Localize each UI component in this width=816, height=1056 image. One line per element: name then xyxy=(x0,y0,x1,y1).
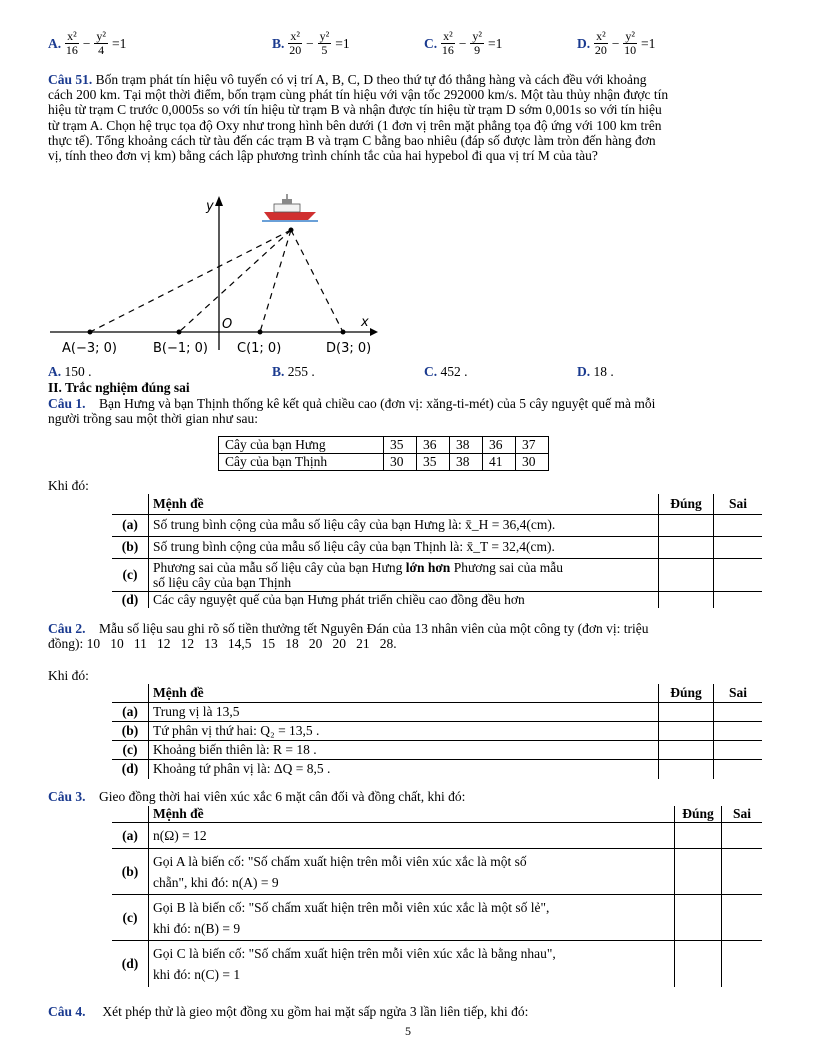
false-cell[interactable] xyxy=(714,558,763,591)
true-cell[interactable] xyxy=(659,536,714,558)
false-cell[interactable] xyxy=(722,895,763,941)
q1-text: Câu 1. Bạn Hưng và bạn Thịnh thống kê kết quả chiều cao (đơn vị: xăng-ti-mét) của 5 cây nguyệt quế mà mỗi người trồng sau một thời gian như sau: xyxy=(48,396,656,427)
q1-statement-table: Mệnh đề Đúng Sai (a) Số trung bình cộng của mẫu số liệu cây của bạn Hưng là: x̄_H = 36,4(cm). (b) Số trung bình cộng của mẫu số liệu cây của bạn Thịnh là: x̄_T = 32,4(cm). (c) Phương sai của mẫu số liệu cây của bạn Hưng lớn hơn Phương sai của mẫu số liệu cây của bạn Thịnh (d) Các cây nguyệt quế của bạn Hưng phát triển chiều cao đồng đều hơn xyxy=(112,494,762,608)
statement-row: (a) Trung vị là 13,5 xyxy=(112,703,762,722)
line-MC xyxy=(260,230,291,332)
false-cell[interactable] xyxy=(714,760,763,779)
statement-row: (b) Số trung bình cộng của mẫu số liệu cây của bạn Thịnh là: x̄_T = 32,4(cm). xyxy=(112,536,762,558)
q51-option-b: B. 255 . xyxy=(272,364,315,379)
table-row: Cây của bạn Hưng 35 36 38 36 37 xyxy=(219,437,549,454)
point-D xyxy=(341,330,346,335)
point-A xyxy=(88,330,93,335)
table-row: Cây của bạn Thịnh 30 35 38 41 30 xyxy=(219,454,549,471)
false-cell[interactable] xyxy=(714,536,763,558)
x-label: x xyxy=(361,315,369,330)
label-A: A(−3; 0) xyxy=(62,341,117,356)
true-cell[interactable] xyxy=(675,823,722,849)
false-cell[interactable] xyxy=(722,849,763,895)
statement-row: (c) Phương sai của mẫu số liệu cây của bạn Hưng lớn hơn Phương sai của mẫu số liệu cây của bạn Thịnh xyxy=(112,558,762,591)
q50-option-c: C. $\frac{\text{x²}}{16}$ − $\frac{\text{y²}}{9}$ =1 xyxy=(424,29,503,57)
statement-row: (d) Khoảng tứ phân vị là: ΔQ = 8,5 . xyxy=(112,760,762,779)
y-axis-arrow xyxy=(215,196,223,206)
label-C: C(1; 0) xyxy=(237,341,282,356)
statement-row: (a) Số trung bình cộng của mẫu số liệu cây của bạn Hưng là: x̄_H = 36,4(cm). xyxy=(112,514,762,536)
page-number: 5 xyxy=(405,1024,411,1038)
false-cell[interactable] xyxy=(714,741,763,760)
dashed-lines xyxy=(90,230,343,332)
q51-figure xyxy=(50,192,390,360)
q51-option-c: C. 452 . xyxy=(424,364,468,379)
label-D: D(3; 0) xyxy=(326,341,372,356)
q2-statement-table: Mệnh đề Đúng Sai (a) Trung vị là 13,5 (b) Tứ phân vị thứ hai: Q₂ = 13,5 . (c) Khoảng biến thiên là: R = 18 . (d) Khoảng tứ phân vị là: ΔQ = 8,5 . xyxy=(112,684,762,779)
q2-text: Câu 2. Mẫu số liệu sau ghi rõ số tiền thưởng tết Nguyên Đán của 13 nhân viên của một công ty (đơn vị: triệu đồng): 10 10 11 12 12 13 14,5 15 18 20 20 21 28. xyxy=(48,621,649,652)
true-cell[interactable] xyxy=(659,760,714,779)
q1-data-table xyxy=(218,436,549,471)
y-label: y xyxy=(206,199,214,214)
statement-row: (c) Gọi B là biến cố: "Số chấm xuất hiện trên mỗi viên xúc xắc là một số lẻ", khi đó: n(B) = 9 xyxy=(112,895,762,941)
point-M xyxy=(289,228,294,233)
false-cell[interactable] xyxy=(722,941,763,987)
false-cell[interactable] xyxy=(714,722,763,741)
q2-khi-do: Khi đó: xyxy=(48,668,89,683)
statement-row: (b) Gọi A là biến cố: "Số chấm xuất hiện trên mỗi viên xúc xắc là một số chẵn", khi đó: n(A) = 9 xyxy=(112,849,762,895)
boat-icon xyxy=(262,194,318,221)
false-cell[interactable] xyxy=(714,703,763,722)
point-C xyxy=(258,330,263,335)
true-cell[interactable] xyxy=(659,514,714,536)
true-cell[interactable] xyxy=(659,703,714,722)
statement-row: (d) Các cây nguyệt quế của bạn Hưng phát triển chiều cao đồng đều hơn xyxy=(112,591,762,608)
point-B xyxy=(177,330,182,335)
line-MA xyxy=(90,230,291,332)
true-cell[interactable] xyxy=(675,849,722,895)
line-MB xyxy=(179,230,291,332)
true-cell[interactable] xyxy=(659,558,714,591)
line-MD xyxy=(291,230,343,332)
true-cell[interactable] xyxy=(675,941,722,987)
q50-option-a: A. $\frac{\text{x²}}{16}$ − $\frac{\text{y²}}{4}$ =1 xyxy=(48,29,127,57)
true-cell[interactable] xyxy=(659,722,714,741)
false-cell[interactable] xyxy=(714,591,763,608)
q3-text: Câu 3. Gieo đồng thời hai viên xúc xắc 6 mặt cân đối và đồng chất, khi đó: xyxy=(48,789,466,804)
origin-label: O xyxy=(222,317,233,332)
section-title: II. Trắc nghiệm đúng sai xyxy=(48,380,190,395)
true-cell[interactable] xyxy=(675,895,722,941)
true-cell[interactable] xyxy=(659,741,714,760)
true-cell[interactable] xyxy=(659,591,714,608)
label-B: B(−1; 0) xyxy=(153,341,209,356)
false-cell[interactable] xyxy=(722,823,763,849)
statement-row: (c) Khoảng biến thiên là: R = 18 . xyxy=(112,741,762,760)
q51-option-a: A. 150 . xyxy=(48,364,92,379)
statement-row: (a) n(Ω) = 12 xyxy=(112,823,762,849)
q4-text: Câu 4. Xét phép thử là gieo một đồng xu gồm hai mặt sấp ngửa 3 lần liên tiếp, khi đó: xyxy=(48,1004,529,1019)
q51-option-d: D. 18 . xyxy=(577,364,614,379)
q1-khi-do: Khi đó: xyxy=(48,478,89,493)
q51-text: Câu 51. Bốn trạm phát tín hiệu vô tuyến có vị trí A, B, C, D theo thứ tự đó thẳng hàng và cách đều với khoảng cách 200 km. Tại một thời điểm, bốn trạm cùng phát tín hiệu với vận tốc 292000 km/s. Một tàu thủy nhận được tín hiệu từ trạm C trước 0,0005s so với tín hiệu từ trạm B và nhận được tín hiệu từ trạm D sớm 0,001s so với tín hiệu từ trạm A. Chọn hệ trục tọa độ Oxy như trong hình bên dưới (1 đơn vị trên mặt phẳng tọa độ ứng với 100 km trên thực tế). Tổng khoảng cách từ tàu đến các trạm B và trạm C bằng bao nhiêu (đáp số được làm tròn đến hàng đơn vị, tính theo đơn vị km) bằng cách lập phương trình chính tắc của hai hypebol đi qua vị trí M của tàu? xyxy=(48,72,669,164)
statement-row: (b) Tứ phân vị thứ hai: Q₂ = 13,5 . xyxy=(112,722,762,741)
q50-option-d: D. $\frac{\text{x²}}{20}$ − $\frac{\text{y²}}{10}$ =1 xyxy=(577,29,656,57)
statement-row: (d) Gọi C là biến cố: "Số chấm xuất hiện trên mỗi viên xúc xắc là bằng nhau", khi đó: n(C) = 1 xyxy=(112,941,762,987)
q50-option-b: B. $\frac{\text{x²}}{20}$ − $\frac{\text{y²}}{5}$ =1 xyxy=(272,29,350,57)
q3-statement-table: Mệnh đề Đúng Sai (a) n(Ω) = 12 (b) Gọi A là biến cố: "Số chấm xuất hiện trên mỗi viên xúc xắc là một số chẵn", khi đó: n(A) = 9 (c) Gọi B là biến cố: "Số chấm xuất hiện trên mỗi viên xúc xắc là một số lẻ", khi đó: n(B) = 9 (d) Gọi C là biến cố: "Số chấm xuất hiện trên mỗi viên xúc xắc là bằng nhau", khi đó: n(C) = 1 xyxy=(112,806,762,987)
false-cell[interactable] xyxy=(714,514,763,536)
x-axis-arrow xyxy=(370,328,378,336)
